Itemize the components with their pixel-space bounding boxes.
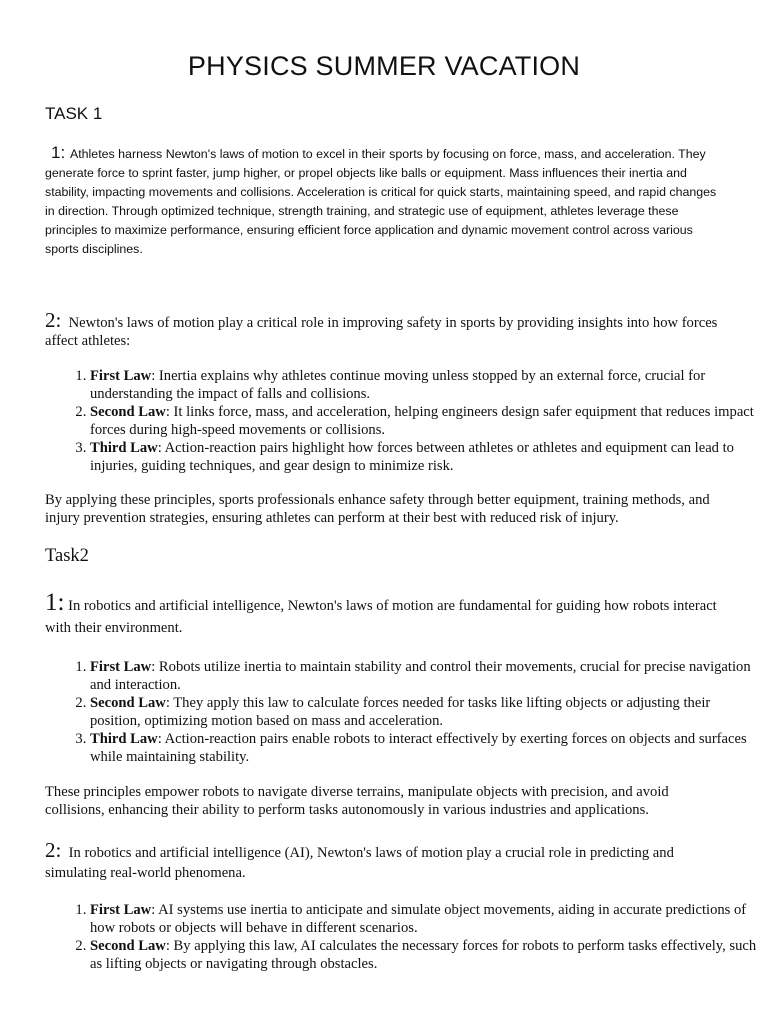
- law-text: : Inertia explains why athletes continue moving unless stopped by an external force, crucial for understanding the impact of falls and collisions.: [90, 368, 706, 402]
- task2-q1-intro-paragraph: [45, 589, 725, 639]
- law-text: : They apply this law to calculate forces needed for tasks like lifting objects or adjusting their position, optimizing motion based on mass and acceleration.: [90, 695, 711, 729]
- list-item: [90, 403, 762, 439]
- task2-q2-law-list: [45, 901, 762, 973]
- law-name: First Law: [90, 659, 152, 675]
- task2-heading: Task2: [45, 546, 89, 566]
- law-name: Second Law: [90, 695, 166, 711]
- law-name: Second Law: [90, 404, 166, 420]
- list-item: [90, 937, 762, 973]
- task1-q2-conclusion: By applying these principles, sports professionals enhance safety through better equipment, training methods, and injury prevention strategies, ensuring athletes can perform at their best with reduced risk of injury.: [45, 492, 710, 526]
- task2-q2-intro: In robotics and artificial intelligence (AI), Newton's laws of motion play a crucial role in predicting and simulating real-world phenomena.: [45, 845, 674, 881]
- law-name: Second Law: [90, 938, 166, 954]
- law-text: : Action-reaction pairs enable robots to interact effectively by exerting forces on objects and surfaces while maintaining stability.: [90, 731, 747, 765]
- law-text: : By applying this law, AI calculates the necessary forces for robots to perform tasks effectively, such as lifting objects or navigating through obstacles.: [90, 938, 757, 972]
- law-name: First Law: [90, 902, 152, 918]
- task2-q2-intro-paragraph: [45, 840, 725, 883]
- task1-q2-intro-paragraph: [45, 308, 725, 350]
- list-item: [90, 367, 762, 403]
- law-text: : It links force, mass, and acceleration, helping engineers design safer equipment that reduces impact forces during high-speed movements or collisions.: [90, 404, 754, 438]
- list-item: [90, 694, 762, 730]
- list-item: [90, 658, 762, 694]
- law-name: Third Law: [90, 731, 158, 747]
- list-item: [90, 730, 762, 766]
- document-title: PHYSICS SUMMER VACATION: [187, 51, 581, 81]
- task1-q2-intro: Newton's laws of motion play a critical role in improving safety in sports by providing insights into how forces affect athletes:: [45, 315, 718, 349]
- law-text: : Action-reaction pairs highlight how forces between athletes or athletes and equipment can lead to injuries, guiding techniques, and gear design to minimize risk.: [90, 440, 734, 474]
- task2-q1-law-list: [45, 658, 762, 766]
- law-text: : Robots utilize inertia to maintain stability and control their movements, crucial for precise navigation and interaction.: [90, 659, 751, 693]
- task1-heading: TASK 1: [45, 104, 103, 123]
- list-item: [90, 439, 762, 475]
- task1-q1-text: Athletes harness Newton's laws of motion to excel in their sports by focusing on force, mass, and acceleration. They generate force to sprint faster, jump higher, or propel objects like balls or equipment. Mass influences their inertia and stability, impacting movements and collisions. Acceleration is critical for quick starts, maintaining speed, and rapid changes in direction. Through optimized technique, strength training, and strategic use of equipment, athletes leverage these principles to maximize performance, ensuring efficient force application and dynamic movement control across various sports disciplines.: [45, 147, 717, 256]
- task1-q1-paragraph: [45, 143, 725, 259]
- task1-q2-law-list: [45, 367, 762, 475]
- task2-q1-intro: In robotics and artificial intelligence, Newton's laws of motion are fundamental for guiding how robots interact with their environment.: [45, 598, 717, 636]
- list-item: [90, 901, 762, 937]
- task2-q1-conclusion: These principles empower robots to navigate diverse terrains, manipulate objects with precision, and avoid collisions, enhancing their ability to perform tasks autonomously in various industries and applications.: [45, 784, 669, 818]
- law-name: First Law: [90, 368, 152, 384]
- law-name: Third Law: [90, 440, 158, 456]
- task1-q1-number: 1:: [51, 143, 66, 162]
- task1-q2-number: 2:: [45, 308, 62, 332]
- task2-q1-number: 1:: [45, 589, 65, 616]
- law-text: : AI systems use inertia to anticipate and simulate object movements, aiding in accurate predictions of how robots or objects will behave in different scenarios.: [90, 902, 747, 936]
- task2-q2-number: 2:: [45, 838, 62, 862]
